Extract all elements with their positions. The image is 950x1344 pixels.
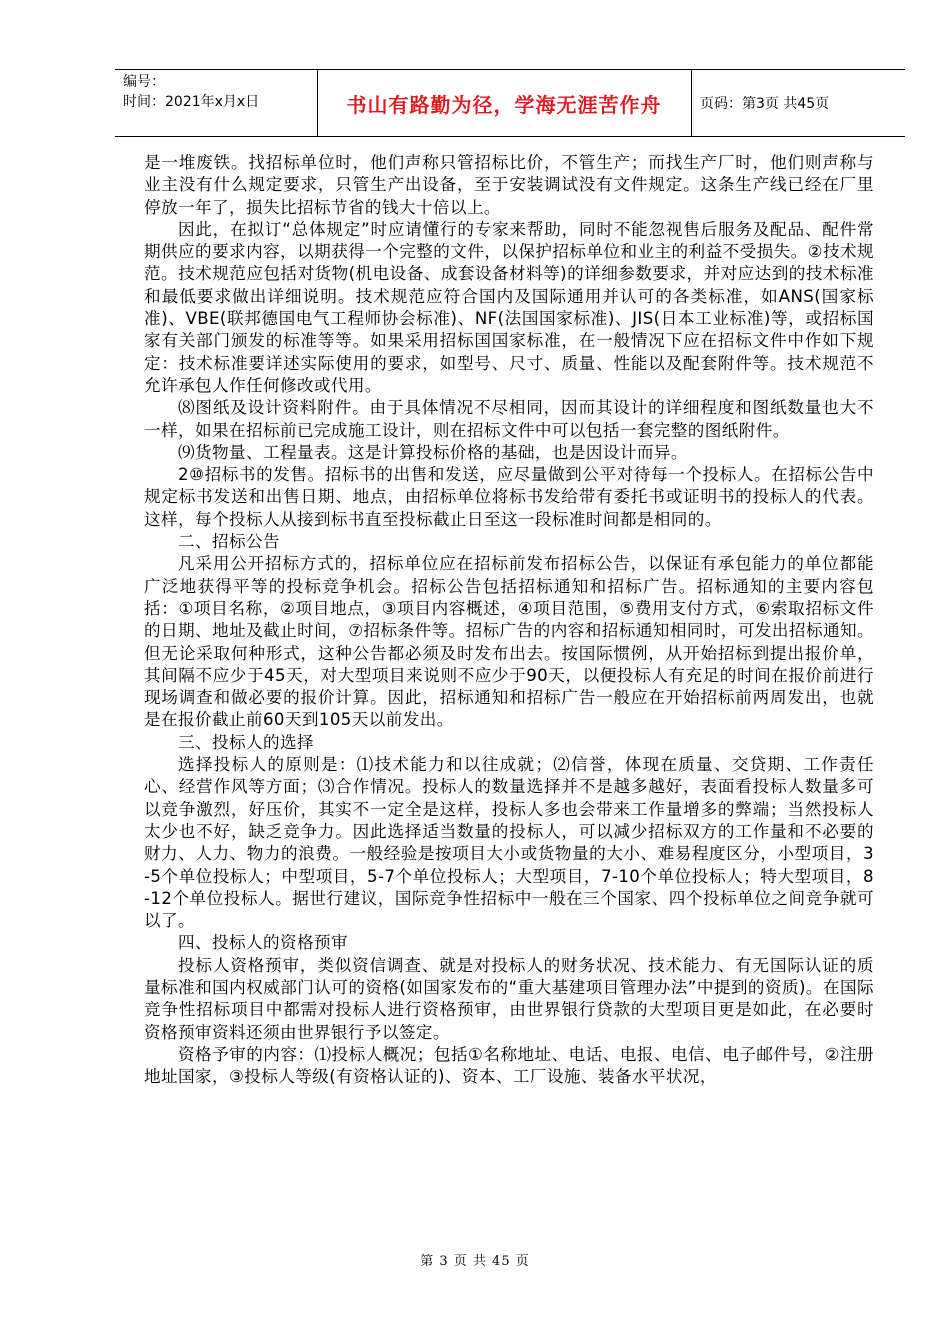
body-paragraph: ⑻图纸及设计资料附件。由于具体情况不尽相同，因而其设计的详细程度和图纸数量也大不一样，如果在招标前已完成施工设计，则在招标文件中可以包括一套完整的图纸附件。 bbox=[144, 398, 874, 440]
page-footer: 第 3 页 共 45 页 bbox=[420, 1254, 530, 1269]
body-paragraph: 凡采用公开招标方式的，招标单位应在招标前发布招标公告，以保证有承包能力的单位都能广泛地获得平等的投标竞争机会。招标公告包括招标通知和招标广告。招标通知的主要内容包括：①项目名称，②项目地点，③项目内容概述，④项目范围，⑤费用支付方式，⑥索取招标文件的日期、地址及截止时间，⑦招标条件等。招标广告的内容和招标通知相同时，可发出招标通知。但无论采取何种形式，这种公告都必须及时发布出去。按国际惯例，从开始招标到提出报价单，其间隔不应少于45天，对大型项目来说则不应少于90天，以便投标人有充足的时间在报价前进行现场调查和做必要的报价计算。因此，招标通知和招标广告一般应在开始招标前两周发出，也就是在报价截止前60天到105天以前发出。 bbox=[144, 554, 874, 730]
body-paragraph: 选择投标人的原则是：⑴技术能力和以往成就；⑵信誉，体现在质量、交贷期、工作责任心、经营作风等方面；⑶合作情况。投标人的数量选择并不是越多越好，表面看投标人数量多可以竞争激烈，好压价，其实不一定全是这样，投标人多也会带来工作量增多的弊端；当然投标人太少也不好，缺乏竞争力。因此选择适当数量的投标人，可以减少招标双方的工作量和不必要的财力、人力、物力的浪费。一般经验是按项目大小或货物量的大小、难易程度区分，小型项目，3-5个单位投标人；中型项目，5-7个单位投标人；大型项目，7-10个单位投标人；特大型项目，8-12个单位投标人。据世行建议，国际竞争性招标中一般在三个国家、四个投标单位之间竞争就可以了。 bbox=[144, 755, 874, 931]
header-divider bbox=[691, 70, 692, 136]
document-body bbox=[144, 152, 874, 1088]
header-page-number: 页码：第3页 共45页 bbox=[700, 96, 830, 112]
body-paragraph: 资格予审的内容：⑴投标人概况；包括①名称地址、电话、电报、电信、电子邮件号，②注册地址国家，③投标人等级(有资格认证的)、资本、工厂设施、装备水平状况， bbox=[144, 1044, 874, 1087]
time-label: 时间：2021年x月x日 bbox=[123, 94, 260, 110]
header-meta bbox=[123, 72, 259, 112]
body-paragraph: 因此，在拟订“总体规定”时应请懂行的专家来帮助，同时不能忽视售后服务及配品、配件常期供应的要求内容，以期获得一个完整的文件，以保护招标单位和业主的利益不受损失。②技术规范。技术规范应包括对货物(机电设备、成套设备材料等)的详细参数要求，并对应达到的技术标准和最低要求做出详细说明。技术规范应符合国内及国际通用并认可的各类标准，如ANS(国家标准)、VBE(联邦德国电气工程师协会标准)、NF(法国国家标准)、JIS(日本工业标准)等，或招标国家有关部门颁发的标准等等。如果采用招标国国家标准，在一般情况下应在招标文件中作如下规定：技术标准要详述实际使用的要求，如型号、尺寸、质量、性能以及配套附件等。技术规范不允许承包人作任何修改或代用。 bbox=[144, 219, 874, 395]
serial-label: 编号： bbox=[123, 74, 165, 90]
body-paragraph: 投标人资格预审，类似资信调查、就是对投标人的财务状况、技术能力、有无国际认证的质量标准和国内权威部门认可的资格(如国家发布的“重大基建项目管理办法”中提到的资质)。在国际竞争性招标项目中都需对投标人进行资格预审，由世界银行贷款的大型项目更是如此，在必要时资格预审资料还须由世界银行予以签定。 bbox=[144, 955, 874, 1042]
body-paragraph: 是一堆废铁。找招标单位时，他们声称只管招标比价，不管生产；而找生产厂时，他们则声称与业主没有什么规定要求，只管生产出设备，至于安装调试没有文件规定。这条生产线已经在厂里停放一年了，损失比招标节省的钱大十倍以上。 bbox=[144, 153, 874, 217]
body-paragraph: 四、投标人的资格预审 bbox=[178, 933, 348, 953]
body-paragraph: 2⑩招标书的发售。招标书的出售和发送，应尽量做到公平对待每一个投标人。在招标公告中规定标书发送和出售日期、地点，由招标单位将标书发给带有委托书或证明书的投标人的代表。这样，每个投标人从接到标书直至投标截止日至这一段标准时间都是相同的。 bbox=[144, 465, 874, 529]
body-paragraph: 二、招标公告 bbox=[178, 532, 280, 552]
body-paragraph: ⑼货物量、工程量表。这是计算投标价格的基础，也是因设计而异。 bbox=[178, 442, 688, 462]
page-header bbox=[115, 69, 905, 137]
body-paragraph: 三、投标人的选择 bbox=[178, 732, 314, 752]
header-motto: 书山有路勤为径，学海无涯苦作舟 bbox=[346, 92, 662, 117]
